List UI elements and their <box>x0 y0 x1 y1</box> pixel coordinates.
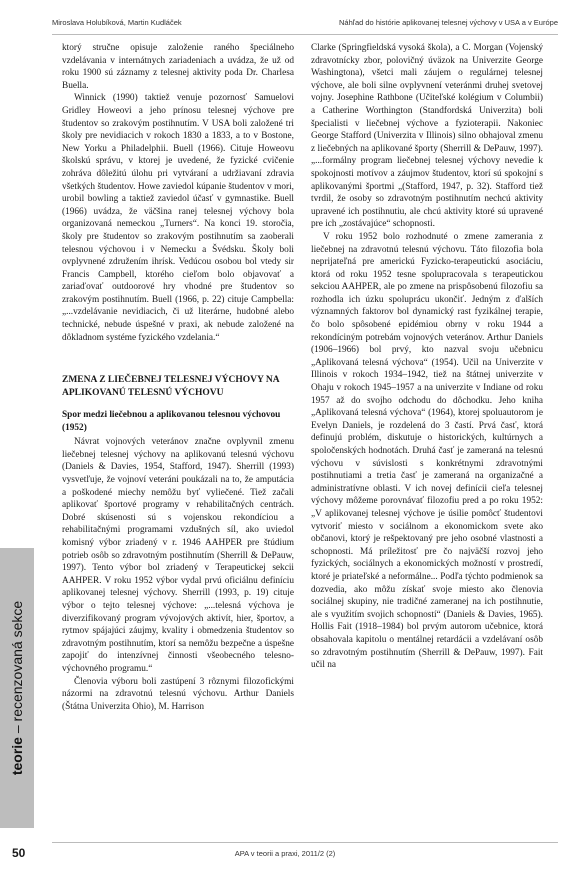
paragraph: ktorý stručne opisuje založenie raného špeciálneho vzdelávania v internátnych zariadeniach a uvádza, že už od roku 1900 sú záznamy z telesnej aktivity poda Dr. Charlesa Buella. <box>62 43 294 91</box>
section-title: ZMENA Z LIEČEBNEJ TELESNEJ VÝCHOVY NA APLIKOVANÚ TELESNÚ VÝCHOVU <box>62 375 280 398</box>
footer-journal: APA v teorii a praxi, 2011/2 (2) <box>234 849 336 858</box>
sidebar-label <box>9 601 25 775</box>
paragraph: V roku 1952 bolo rozhodnuté o zmene zamerania z liečebnej na zdravotnú telesnú výchovu. Táto filozofia bola neprijateľná pre americkú Fyzicko-terapeutickú asociáciu, ktorá od roku 1952 tesne spolupracovala s terapeutickou sekciou AAHPER, ale po zmene na prispôsobenú filozofiu sa rozhodla ich úzku spoluprácu ukončiť. Jedným z ďalších významných faktorov bol dynamický rast fyzikálnej terapie, čo bolo spôsobené epidémiou obrny v roku 1944 a rekondíciným potrebám vojnových veteránov. Arthur Daniels (1906–1966) bol prvý, kto nazval svoju učebnicu „Aplikovaná telesná výchova“ (1954). Učil na Univerzite v Illinois v rokoch 1934–1942, tiež na štátnej univerzite v Ohaju v rokoch 1945–1957 a na univerzite v Indiane od roku 1957 až do svojho odchodu do dôchodku. Jeho kniha „Aplikovaná telesná výchova“ (1964), ktorej spoluautorom je Evelyn Daniels, je rozdelená do 3 častí. Prvá časť, ktorá definujú problém, diskutuje o historických, kultúrnych a spoločenských hodnotách. Druhá časť je zameraná na telesnú výchovu v súvislosti s konkrétnymi zdravotnými postihnutiami a tretia časť je zameraná na organizačné a administratívne oblasti. V ich novej definícii cieľa telesnej výchovy môžeme porovnávať filozofiu pred a po roku 1952: „V aplikovanej telesnej výchove je úsilie pomôcť študentovi vytvoriť miesto v sociálnom a ekonomickom svete ako občanovi, ktorý je rešpektovaný pre jeho osobné vlastnosti a schopnosti. Má príležitosť pre čo najväčší rozvoj jeho fyzických, sociálnych a ekonomických možností v prostredí, ktoré je priateľské a neformálne... Podľa týchto podmienok sa dozvedia, ako môžu získať svoje miesto ako členovia sociálnej skupiny, nie tradičné zameranej na ich postihnutie, ale s využitím svojich schopností“ (Daniels & Davies, 1965). Hollis Fait (1918–1984) bol prvým autorom učebnice, ktorá obsahovala kapitolu o mentálnej retardácii a vzdelávaní osôb so zdravotným postihnutím (Sherrill & DePauw, 1997). Fait učil na <box>311 231 543 671</box>
right-column <box>311 42 543 672</box>
paragraph: Winnick (1990) taktiež venuje pozornosť Samuelovi Gridley Howeovi a jeho prínosu telesnej výchove pre študentov so zrakovým postihnutím. V USA boli založené tri školy pre nevidiacich v rokoch 1830 a 1833, a to v Bostone, New Yorku a Philadelphii. Buell (1966). Cituje Howeovu školskú správu, v ktorej je uvedené, že fyzické cvičenie zohráva dôležitú úlohu pri vytváraní a udržiavaní zdravia všetkých študentov. Howe zaviedol kúpanie študentov v mori, urobil bowling a taktiež zaviedol účasť v gymnastike. Buell (1966) uvádza, že väčšina ranej telesnej výchovy bola organizovaná nemeckou „Turners“. Na konci 19. storočia, školy pre študentov so zrakovým postihnutím sa zaoberali telesnou výchovou i v Nemecku a Švédsku. Školy boli ovplyvnené združením ihrísk. Vedúcou osobou bol vtedy sir Francis Campbell, ktorého cieľom bolo objavovať a zariaďovať outdoorové hry vhodné pre študentov so zrakovým postihnutím. Buell (1966, p. 22) cituje Campbella: „...vzdelávanie nevidiacich, či už literárne, hudobné alebo technické, nebude úspešné v praxi, ak nebude založené na dôkladnom systéme fyzického vzdelania.“ <box>62 93 294 343</box>
sidebar-label-bold: teorie <box>9 737 25 776</box>
subsection-title: Spor medzi liečebnou a aplikovanou telesnou výchovou (1952) <box>62 410 281 433</box>
left-column <box>62 42 294 713</box>
footer-rule <box>52 842 558 843</box>
paragraph: Clarke (Springfieldská vysoká škola), a C. Morgan (Vojenský zdravotnícky zbor, polovičný úväzok na Univerzite George Washingtona), všetci mali záujem o regulárnej telesnej výchove, ale boli silne ovplyvnení veteránmi druhej svetovej vojny. Josephine Rathbone (Učiteľské kolégium v Columbii) a Catherine Worthington (Standfordská Univerzita) boli špecialisti v liečebnej výchove a fyzioterapii. Nakoniec George Stafford (Univerzita v Illinois) silno obhajoval zmenu z liečebných na aplikované športy (Sherrill & DePauw, 1997). „...formálny program liečebnej telesnej výchovy nevedie k spokojnosti motívov a záujmov študentov, ktorí sú spokojní s aplikovanými športmi „(Stafford, 1947, p. 32). Stafford tiež tvrdil, že osoby so zdravotným postihnutím nechcú aktivity upravené ich postihnutiu, ale chcú aktivity ktoré sú upravené pre ich „zostávajúce“ schopnosti. <box>311 43 543 230</box>
running-header <box>52 10 558 35</box>
sidebar-label-rest: – recenzovaná sekce <box>9 600 25 738</box>
header-authors: Miroslava Holubíková, Martin Kudláček <box>52 18 182 27</box>
paragraph: Návrat vojnových veteránov značne ovplyvnil zmenu liečebnej telesnej výchovy na aplikovanú telesnú výchovu (Daniels & Davies, 1954, Stafford, 1947). Sherrill (1993) vysvetľuje, že vojnoví veteráni poukázali na to, že amputácia a poškodené miechy nemôžu byť vyliečené. Tiež začali aplikovať športové programy v rehabilitačných centrách. Dobré skúsenosti sú s vojenskou rekondíciou a rehabilitačnými programami vzdušných síl, ako uviedol komisný výbor zriadený v r. 1946 AAHPER pre štúdium potrieb osôb so zdravotným postihnutím (Sherrill & DePauw, 1997). Tento výbor bol zriadený v Terapeutickej sekcii AAHPER. V roku 1952 výbor vydal prvú oficiálnu definíciu aplikovanej telesnej výchovy. Sherrill (1993, p. 19) cituje výbor o tejto telesnej výchove: „...telesná výchova je diverzifikovaný program vývojových aktivít, hier, športov, a rytmov spájajúci záujmy, kvality i obmedzenia študentov so zdravotným postihnutím, ktorí sa nemôžu bezpečne a úspešne zapojiť do intenzívnej činnosti všeobecného telesno-výchovného programu.“ <box>62 437 294 674</box>
paragraph: Členovia výboru boli zastúpení 3 rôznymi filozofickými názormi na zdravotnú telesnú výchovu. Arthur Daniels (Štátna Univerzita Ohio), M. Harrison <box>62 676 294 712</box>
section-sidebar-tab <box>0 548 34 828</box>
header-article-title: Náhľad do histórie aplikovanej telesnej výchovy v USA a v Európe <box>339 18 558 27</box>
page-number: 50 <box>12 846 26 860</box>
